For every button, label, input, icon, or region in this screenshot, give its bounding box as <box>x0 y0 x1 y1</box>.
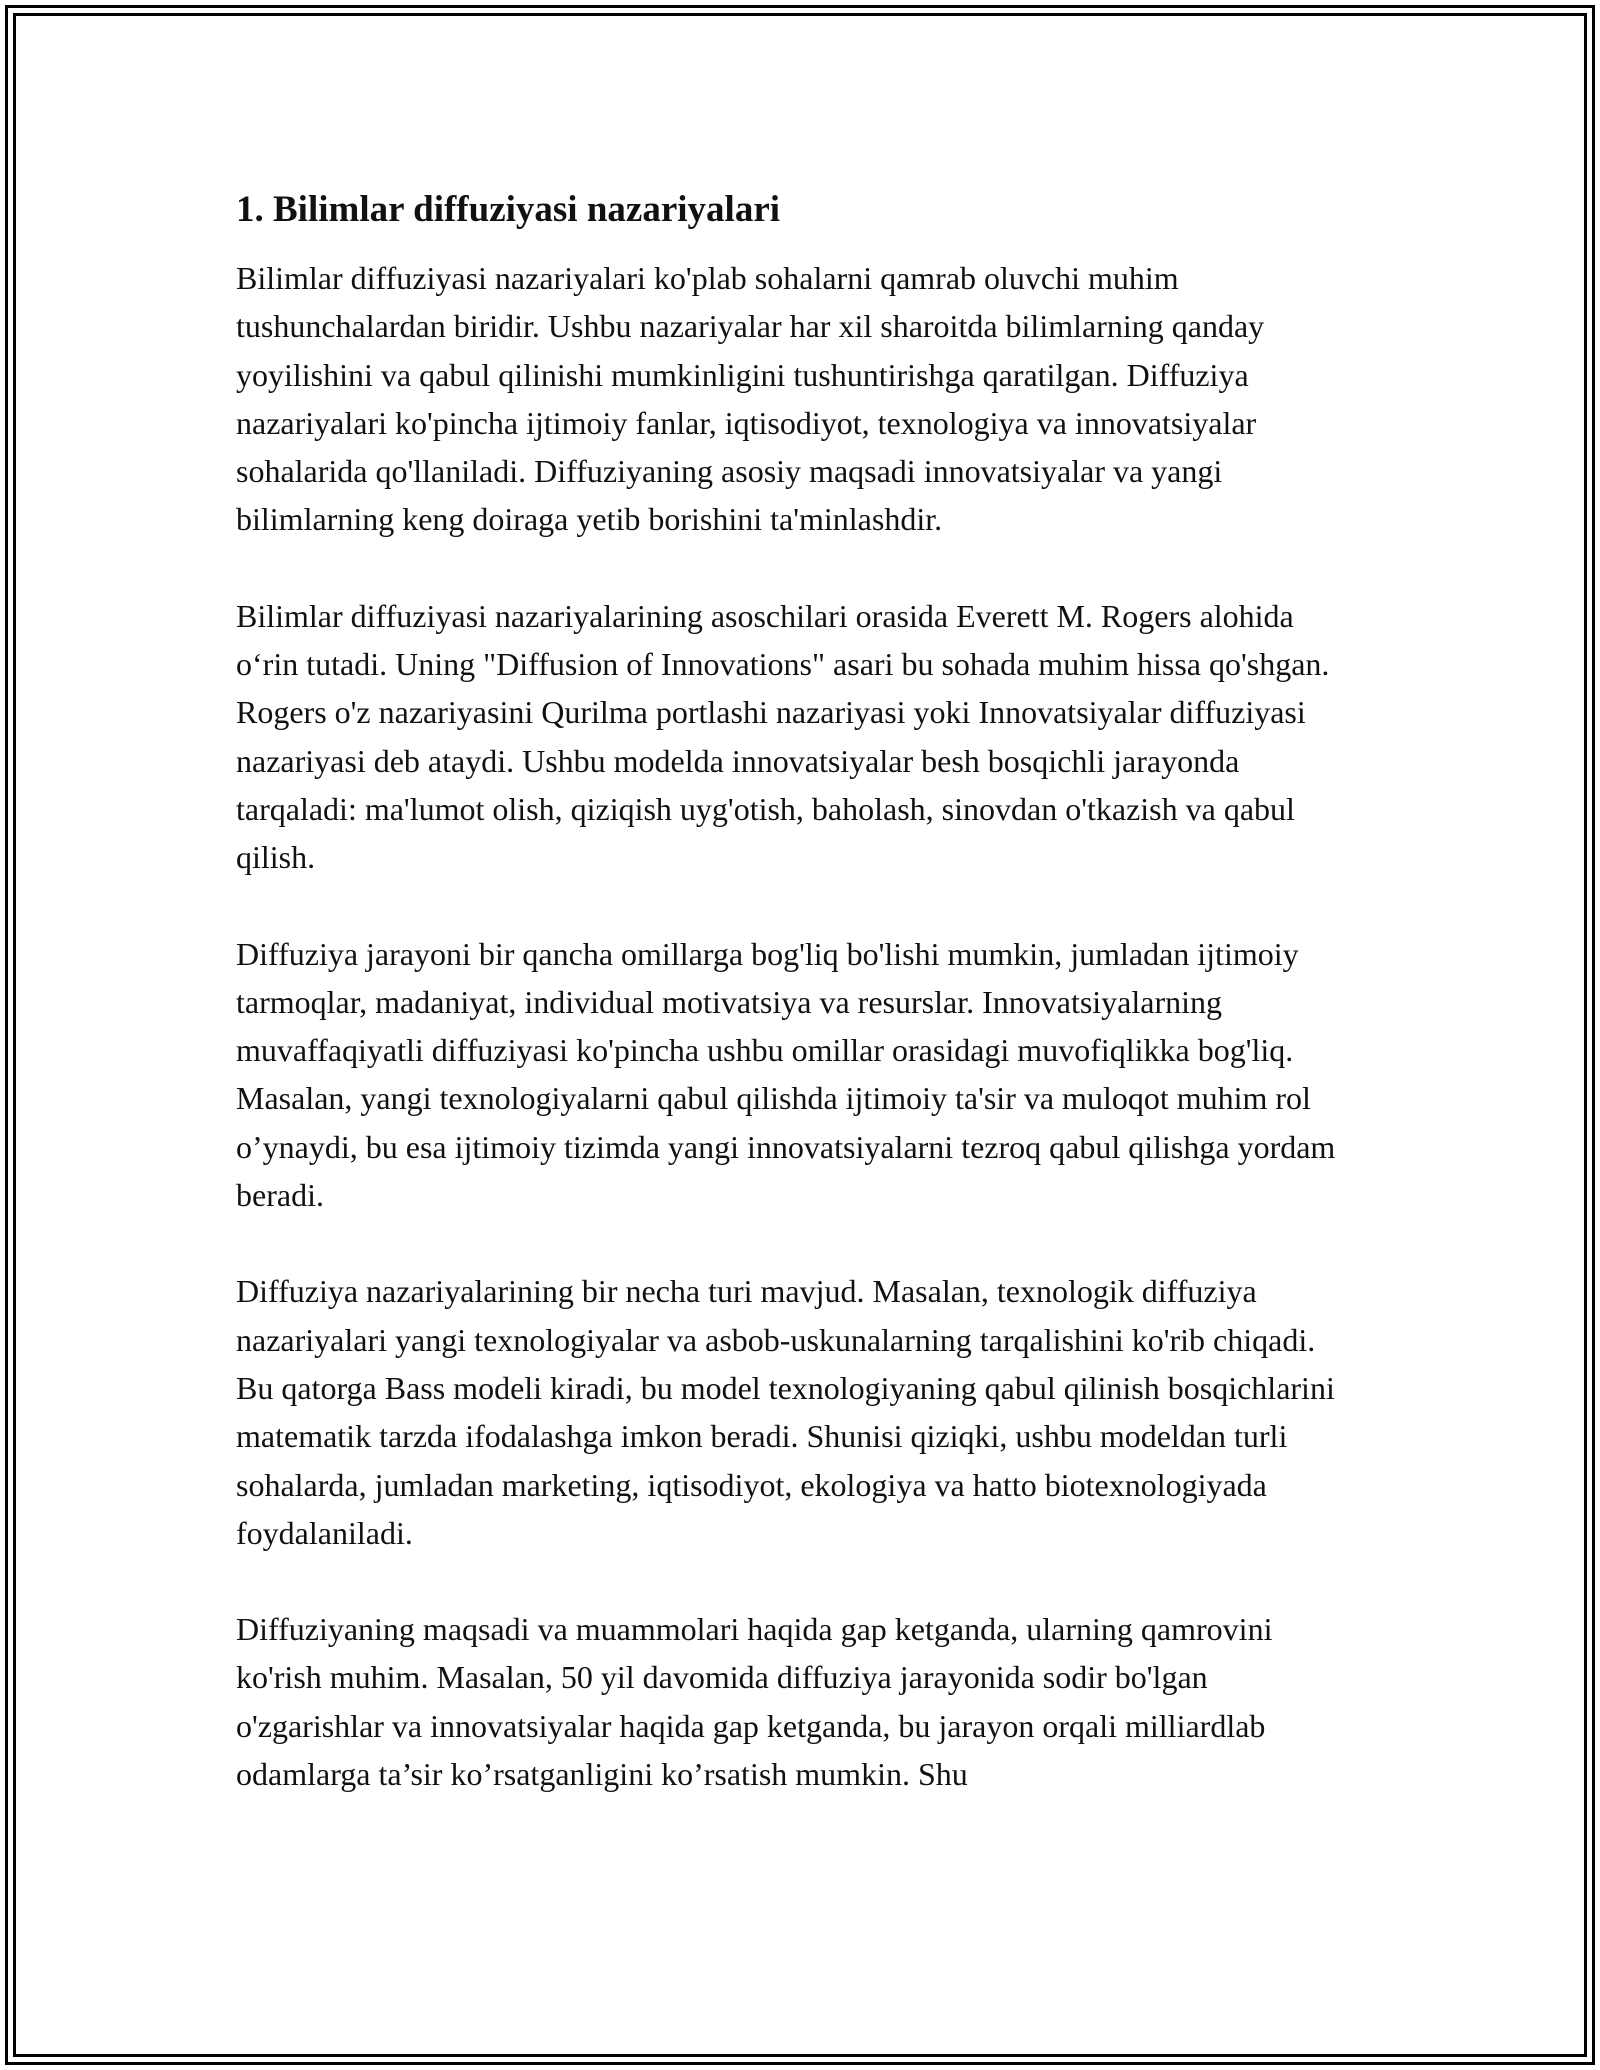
paragraph-5: Diffuziyaning maqsadi va muammolari haqida gap ketganda, ularning qamrovini ko'rish muhim. Masalan, 50 yil davomida diffuziya jarayonida sodir bo'lgan o'zgarishlar va innovatsiyalar haqida gap ketganda, bu jarayon orqali milliardlab odamlarga ta’sir ko’rsatganligini ko’rsatish mumkin. Shu <box>236 1611 1273 1793</box>
paragraph-3: Diffuziya jarayoni bir qancha omillarga bog'liq bo'lishi mumkin, jumladan ijtimoiy tarmoqlar, madaniyat, individual motivatsiya va resurslar. Innovatsiyalarning muvaffaqiyatli diffuziyasi ko'pincha ushbu omillar orasidagi muvofiqlikka bog'liq. Masalan, yangi texnologiyalarni qabul qilishda ijtimoiy ta'sir va muloqot muhim rol o’ynaydi, bu esa ijtimoiy tizimda yangi innovatsiyalarni tezroq qabul qilishga yordam beradi. <box>236 935 1336 1214</box>
paragraph-1: Bilimlar diffuziyasi nazariyalari ko'plab sohalarni qamrab oluvchi muhim tushunchalardan biridir. Ushbu nazariyalar har xil sharoitda bilimlarning qanday yoyilishini va qabul qilinishi mumkinligini tushuntirishga qaratilgan. Diffuziya nazariyalari ko'pincha ijtimoiy fanlar, iqtisodiyot, texnologiya va innovatsiyalar sohalarida qo'llaniladi. Diffuziyaning asosiy maqsadi innovatsiyalar va yangi bilimlarning keng doiraga yetib borishini ta'minlashdir. <box>236 260 1265 538</box>
document-body <box>236 186 1360 1846</box>
paragraph-2: Bilimlar diffuziyasi nazariyalarining asoschilari orasida Everett M. Rogers alohida o‘rin tutadi. Uning "Diffusion of Innovations" asari bu sohada muhim hissa qo'shgan. Rogers o'z nazariyasini Qurilma portlashi nazariyasi yoki Innovatsiyalar diffuziyasi nazariyasi deb ataydi. Ushbu modelda innovatsiyalar besh bosqichli jarayonda tarqaladi: ma'lumot olish, qiziqish uyg'otish, baholash, sinovdan o'tkazish va qabul qilish. <box>236 597 1330 876</box>
paragraph-4: Diffuziya nazariyalarining bir necha turi mavjud. Masalan, texnologik diffuziya nazariyalari yangi texnologiyalar va asbob-uskunalarning tarqalishini ko'rib chiqadi. Bu qatorga Bass modeli kiradi, bu model texnologiyaning qabul qilinish bosqichlarini matematik tarzda ifodalashga imkon beradi. Shunisi qiziqki, ushbu modeldan turli sohalarda, jumladan marketing, iqtisodiyot, ekologiya va hatto biotexnologiyada foydalaniladi. <box>236 1273 1335 1551</box>
section-heading: 1. Bilimlar diffuziyasi nazariyalari <box>236 189 781 230</box>
